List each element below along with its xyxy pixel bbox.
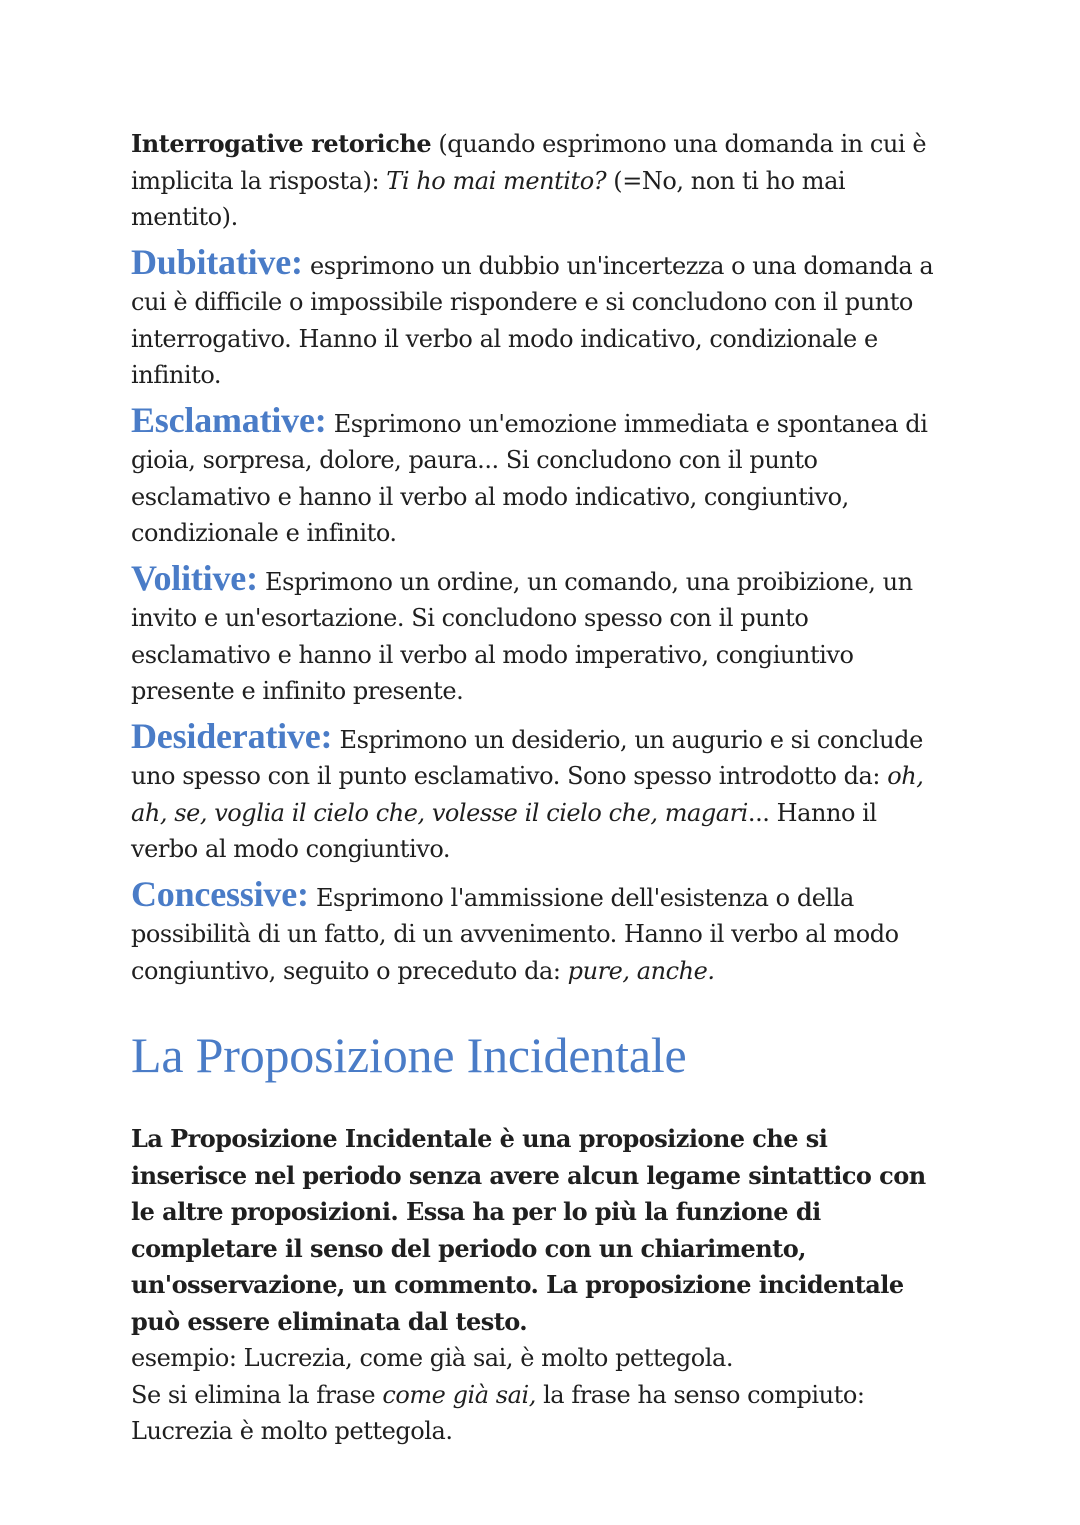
paragraph-dubitative (131, 241, 950, 394)
incidentale-definition: La Proposizione Incidentale è una proposizione che si inserisce nel periodo senza avere alcun legame sintattico con le altre proposizioni. Essa ha per lo più la funzione di completare il senso del periodo con un chiarimento, un'osservazione, un commento. La proposizione incidentale può essere eliminata dal testo. (131, 1124, 926, 1336)
retoriche-text-1: (quando esprimono una domanda in cui è implicita la risposta): (131, 130, 927, 195)
paragraph-desiderative (131, 715, 950, 868)
incidentale-result-line: Lucrezia è molto pettegola. (131, 1417, 453, 1445)
term-dubitative: Dubitative: (131, 241, 303, 282)
concessive-text: Esprimono l'ammissione dell'esistenza o della possibilità di un fatto, di un avvenimento. Hanno il verbo al modo congiuntivo, seguito o preceduto da: (131, 883, 899, 985)
retoriche-text-2: (=No, non ti ho mai mentito). (131, 166, 846, 231)
term-interrogative-retoriche: Interrogative retoriche (131, 129, 432, 158)
term-concessive: Concessive: (131, 873, 309, 914)
term-esclamative: Esclamative: (131, 399, 327, 440)
term-volitive: Volitive: (131, 557, 258, 598)
incidentale-example-line: esempio: Lucrezia, come già sai, è molto pettegola. (131, 1344, 734, 1372)
elimination-example: come già sai, (382, 1380, 536, 1409)
paragraph-interrogative-retoriche (131, 126, 950, 236)
elimination-text-1: Se si elimina la frase (131, 1380, 383, 1409)
paragraph-concessive (131, 873, 950, 990)
paragraph-incidentale (131, 1121, 950, 1450)
esclamative-text: Esprimono un'emozione immediata e spontanea di gioia, sorpresa, dolore, paura... Si concludono con il punto esclamativo e hanno il verbo al modo indicativo, congiuntivo, condizionale e infinito. (131, 409, 928, 547)
paragraph-esclamative (131, 399, 950, 552)
section-title: La Proposizione Incidentale (131, 1027, 687, 1083)
desiderative-text-1: Esprimono un desiderio, un augurio e si conclude uno spesso con il punto esclamativo. Sono spesso introdotto da: (131, 725, 923, 790)
desiderative-text-2: ... Hanno il verbo al modo congiuntivo. (131, 798, 877, 863)
desiderative-examples: oh, ah, se, voglia il cielo che, volesse il cielo che, magari (131, 762, 924, 827)
retoriche-example: Ti ho mai mentito? (386, 166, 607, 195)
incidentale-elimination-line (131, 1377, 950, 1414)
volitive-text: Esprimono un ordine, un comando, una proibizione, un invito e un'esortazione. Si concludono spesso con il punto esclamativo e hanno il verbo al modo imperativo, congiuntivo presente e infinito presente. (131, 567, 913, 705)
term-desiderative: Desiderative: (131, 715, 333, 756)
paragraph-volitive (131, 557, 950, 710)
concessive-examples: pure, anche. (567, 956, 715, 985)
elimination-text-2: la frase ha senso compiuto: (535, 1380, 865, 1409)
dubitative-text: esprimono un dubbio un'incertezza o una domanda a cui è difficile o impossibile rispondere e si concludono con il punto interrogativo. Hanno il verbo al modo indicativo, condizionale e infinito. (131, 251, 934, 389)
